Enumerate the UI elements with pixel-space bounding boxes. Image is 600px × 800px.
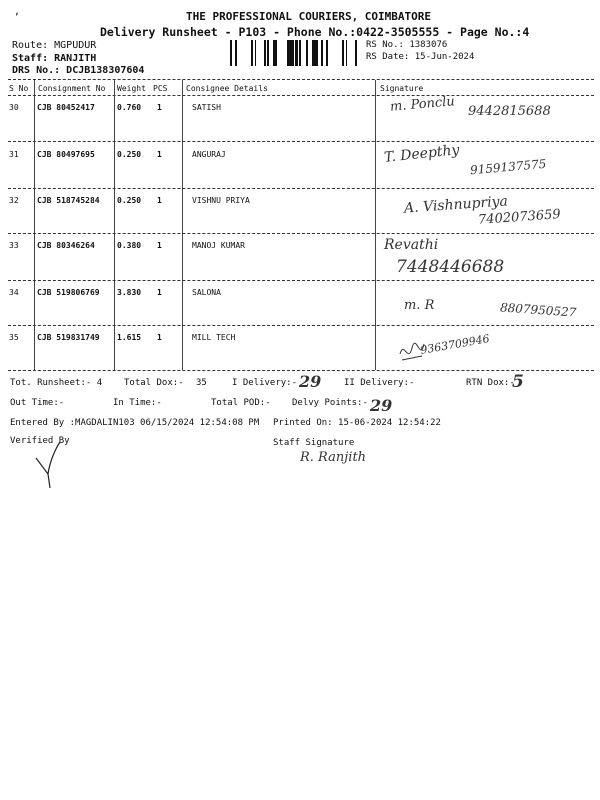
row-consignment: CJB 80346264 bbox=[37, 241, 95, 250]
row-consignment: CJB 80452417 bbox=[37, 103, 95, 112]
tot-runsheet: Tot. Runsheet:- 4 bbox=[10, 378, 103, 388]
barcode-bar bbox=[255, 40, 256, 66]
row-consignment: CJB 80497695 bbox=[37, 150, 95, 159]
row-rule bbox=[8, 325, 594, 326]
row-consignment: CJB 519806769 bbox=[37, 288, 100, 297]
rs-number: RS No.: 1383076 bbox=[366, 40, 448, 50]
row-signature-phone: 9442815688 bbox=[468, 104, 551, 119]
barcode-bar bbox=[287, 40, 289, 66]
ii-delivery-label: II Delivery:- bbox=[344, 378, 415, 388]
col-divider bbox=[114, 80, 115, 370]
row-weight: 0.250 bbox=[117, 150, 142, 159]
row-sno: 34 bbox=[9, 288, 19, 297]
barcode-bar bbox=[299, 40, 301, 66]
row-weight: 3.830 bbox=[117, 288, 142, 297]
row-pcs: 1 bbox=[157, 288, 162, 297]
rtn-dox-label: RTN Dox:- bbox=[466, 378, 515, 388]
runsheet-subtitle: Delivery Runsheet - P103 - Phone No.:0422-3505555 - Page No.:4 bbox=[100, 25, 530, 39]
row-pcs: 1 bbox=[157, 150, 162, 159]
in-time-label: In Time:- bbox=[113, 398, 162, 408]
barcode-bar bbox=[346, 40, 347, 66]
col-divider bbox=[34, 80, 35, 370]
table-header-rule bbox=[8, 95, 594, 96]
row-consignee: ANGURAJ bbox=[192, 150, 226, 159]
total-dox-label: Total Dox:- bbox=[124, 378, 184, 388]
barcode-bar bbox=[289, 40, 291, 66]
barcode-bar bbox=[326, 40, 328, 66]
i-delivery-handwritten: 29 bbox=[299, 372, 322, 391]
row-weight: 0.380 bbox=[117, 241, 142, 250]
barcode-image bbox=[230, 40, 358, 66]
row-consignee: SATISH bbox=[192, 103, 221, 112]
barcode-bar bbox=[343, 40, 344, 66]
row-sno: 35 bbox=[9, 333, 19, 342]
row-weight: 0.250 bbox=[117, 196, 142, 205]
row-signature-name: m. Ponclu bbox=[389, 94, 456, 115]
staff-signature-label: Staff Signature bbox=[273, 438, 355, 448]
barcode-bar bbox=[274, 40, 277, 66]
signature-scribble bbox=[398, 336, 428, 366]
barcode-bar bbox=[321, 40, 323, 66]
company-title: THE PROFESSIONAL COURIERS, COIMBATORE bbox=[186, 10, 432, 23]
row-consignee: VISHNU PRIYA bbox=[192, 196, 250, 205]
row-signature-phone: 7402073659 bbox=[477, 207, 562, 228]
row-sno: 32 bbox=[9, 196, 19, 205]
col-header-sno: S No bbox=[9, 84, 29, 93]
row-sno: 33 bbox=[9, 241, 19, 250]
col-divider bbox=[182, 80, 183, 370]
stray-mark: , bbox=[14, 6, 21, 17]
staff-label: Staff: RANJITH bbox=[12, 53, 97, 64]
col-header-pcs: PCS bbox=[153, 84, 168, 93]
barcode-bar bbox=[267, 40, 269, 66]
row-signature-name: A. Vishnupriya bbox=[403, 193, 509, 217]
total-dox-value: 35 bbox=[196, 378, 207, 388]
row-signature-phone: 9363709946 bbox=[419, 332, 491, 357]
row-consignee: MANOJ KUMAR bbox=[192, 241, 245, 250]
row-consignee: MILL TECH bbox=[192, 333, 236, 342]
row-signature-phone: 8807950527 bbox=[499, 300, 577, 320]
barcode-bar bbox=[355, 40, 357, 66]
staff-signature-handwritten: R. Ranjith bbox=[300, 450, 367, 465]
row-pcs: 1 bbox=[157, 333, 162, 342]
barcode-bar bbox=[252, 40, 253, 66]
row-rule bbox=[8, 280, 594, 281]
barcode-bar bbox=[295, 40, 298, 66]
col-header-consignee: Consignee Details bbox=[186, 84, 268, 93]
barcode-bar bbox=[315, 40, 317, 66]
delvy-points-label: Delvy Points:- bbox=[292, 398, 368, 408]
row-rule bbox=[8, 141, 594, 142]
total-pod-label: Total POD:- bbox=[211, 398, 271, 408]
rs-date: RS Date: 15-Jun-2024 bbox=[366, 52, 475, 62]
row-pcs: 1 bbox=[157, 196, 162, 205]
row-signature-name: m. R bbox=[404, 298, 435, 313]
delvy-points-handwritten: 29 bbox=[370, 396, 393, 415]
barcode-bar bbox=[264, 40, 266, 66]
row-weight: 0.760 bbox=[117, 103, 142, 112]
barcode-bar bbox=[291, 40, 294, 66]
row-signature-name: Revathi bbox=[384, 237, 439, 253]
barcode-bar bbox=[251, 40, 252, 66]
row-sno: 31 bbox=[9, 150, 19, 159]
col-header-consignment: Consignment No bbox=[38, 84, 106, 93]
drs-label: DRS No.: DCJB138307604 bbox=[12, 65, 145, 76]
row-rule bbox=[8, 370, 594, 371]
table-top-rule bbox=[8, 79, 594, 80]
barcode-bar bbox=[312, 40, 313, 66]
out-time-label: Out Time:- bbox=[10, 398, 65, 408]
col-header-weight: Weight bbox=[117, 84, 146, 93]
route-label: Route: MGPUDUR bbox=[12, 40, 97, 51]
row-rule bbox=[8, 188, 594, 189]
row-pcs: 1 bbox=[157, 241, 162, 250]
verified-signature bbox=[34, 440, 74, 490]
row-consignment: CJB 518745284 bbox=[37, 196, 100, 205]
barcode-bar bbox=[342, 40, 343, 66]
barcode-bar bbox=[317, 40, 318, 66]
verified-by-label: Verified By bbox=[10, 436, 70, 446]
printed-on: Printed On: 15-06-2024 12:54:22 bbox=[273, 418, 441, 428]
col-header-signature: Signature bbox=[380, 84, 424, 93]
row-signature-name: T. Deepthy bbox=[383, 142, 461, 166]
barcode-bar bbox=[314, 40, 315, 66]
row-weight: 1.615 bbox=[117, 333, 142, 342]
barcode-bar bbox=[313, 40, 314, 66]
i-delivery-label: I Delivery:- bbox=[232, 378, 298, 388]
barcode-bar bbox=[230, 40, 232, 66]
row-sno: 30 bbox=[9, 103, 19, 112]
barcode-bar bbox=[273, 40, 274, 66]
rtn-dox-handwritten: 5 bbox=[512, 372, 524, 392]
row-signature-phone: 7448446688 bbox=[396, 257, 505, 277]
row-rule bbox=[8, 233, 594, 234]
entered-by: Entered By :MAGDALIN103 06/15/2024 12:54:08 PM bbox=[10, 418, 260, 428]
row-consignment: CJB 519831749 bbox=[37, 333, 100, 342]
col-divider bbox=[375, 80, 376, 370]
barcode-bar bbox=[306, 40, 308, 66]
row-signature-phone: 9159137575 bbox=[469, 156, 547, 178]
row-consignee: SALONA bbox=[192, 288, 221, 297]
barcode-bar bbox=[235, 40, 237, 66]
row-pcs: 1 bbox=[157, 103, 162, 112]
